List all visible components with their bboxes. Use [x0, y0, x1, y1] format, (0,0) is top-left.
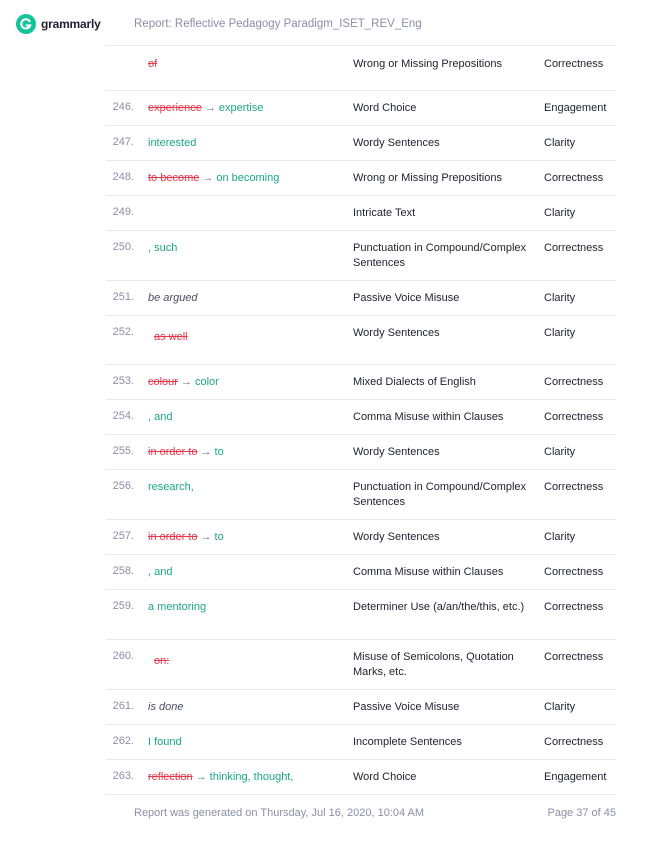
issue-type: Word Choice — [353, 771, 417, 783]
suggestion — [148, 770, 343, 785]
table-row — [106, 725, 616, 760]
issue-type: Wrong or Missing Prepositions — [353, 58, 502, 70]
inserted-text: to — [214, 446, 224, 458]
issue-number: 255. — [112, 445, 134, 457]
issue-type: Comma Misuse within Clauses — [353, 411, 504, 423]
issue-type: Word Choice — [353, 102, 417, 114]
inserted-text: a mentoring — [148, 601, 207, 613]
issues-table — [106, 45, 616, 795]
deleted-text: in order to — [148, 446, 198, 458]
issue-type: Wordy Sentences — [353, 137, 440, 149]
issue-number: 258. — [112, 565, 134, 577]
brand-name: grammarly — [41, 17, 101, 31]
issue-type: Wordy Sentences — [353, 327, 440, 339]
issue-number: 246. — [112, 101, 134, 113]
issue-category: Correctness — [544, 481, 604, 493]
issue-category: Clarity — [544, 292, 576, 304]
issue-category: Clarity — [544, 327, 576, 339]
generated-note: Report was generated on Thursday, Jul 16, 2020, 10:04 AM — [134, 807, 425, 819]
table-row — [106, 435, 616, 470]
issue-type: Wordy Sentences — [353, 446, 440, 458]
table-row — [106, 231, 616, 281]
issue-number: 250. — [112, 241, 134, 253]
suggestion — [148, 735, 343, 750]
inserted-text: I found — [148, 736, 182, 748]
issue-number: 247. — [112, 136, 134, 148]
issue-type: Comma Misuse within Clauses — [353, 566, 504, 578]
table-row — [106, 46, 616, 91]
flagged-text: be argued — [148, 292, 198, 304]
deleted-text: reflection — [148, 771, 193, 783]
issue-number: 254. — [112, 410, 134, 422]
suggestion — [148, 171, 343, 186]
issue-category: Correctness — [544, 566, 604, 578]
issue-type: Wrong or Missing Prepositions — [353, 172, 502, 184]
suggestion — [148, 700, 343, 715]
table-row — [106, 555, 616, 590]
issue-category: Correctness — [544, 242, 604, 254]
issue-category: Clarity — [544, 207, 576, 219]
inserted-text: , and — [148, 566, 173, 578]
arrow-right-icon: → — [180, 376, 192, 388]
issue-type: Punctuation in Compound/Complex Sentences — [353, 481, 527, 508]
issue-category: Clarity — [544, 446, 576, 458]
issue-category: Correctness — [544, 601, 604, 613]
issue-number: 256. — [112, 480, 134, 492]
arrow-right-icon: → — [200, 531, 212, 543]
suggestion — [148, 600, 343, 615]
inserted-text: thinking, thought, — [209, 771, 294, 783]
issue-category: Clarity — [544, 137, 576, 149]
issue-number: 257. — [112, 530, 134, 542]
deleted-text: on: — [154, 655, 170, 667]
deleted-text: colour — [148, 376, 178, 388]
deleted-text: in order to — [148, 531, 198, 543]
table-row — [106, 470, 616, 520]
issue-number: 249. — [112, 206, 134, 218]
table-row — [106, 690, 616, 725]
table-row — [106, 161, 616, 196]
table-row — [106, 520, 616, 555]
table-row — [106, 91, 616, 126]
arrow-right-icon: → — [204, 102, 216, 114]
table-row — [106, 126, 616, 161]
issue-type: Incomplete Sentences — [353, 736, 462, 748]
suggestion — [148, 565, 343, 580]
suggestion — [148, 480, 343, 495]
deleted-text: experience — [148, 102, 202, 114]
issue-category: Engagement — [544, 102, 607, 114]
table-row — [106, 281, 616, 316]
suggestion — [148, 375, 343, 390]
suggestion — [148, 654, 343, 669]
deleted-text: of — [148, 58, 158, 70]
grammarly-logo-icon — [16, 14, 36, 34]
arrow-right-icon: → — [202, 172, 214, 184]
report-footer — [134, 807, 616, 819]
issue-type: Mixed Dialects of English — [353, 376, 476, 388]
issue-category: Correctness — [544, 172, 604, 184]
issue-category: Correctness — [544, 58, 604, 70]
suggestion — [148, 101, 343, 116]
report-title: Report: Reflective Pedagogy Paradigm_ISET_REV_Eng — [134, 18, 422, 30]
issue-type: Determiner Use (a/an/the/this, etc.) — [353, 601, 525, 613]
arrow-right-icon: → — [200, 446, 212, 458]
issue-number: 248. — [112, 171, 134, 183]
issue-category: Correctness — [544, 736, 604, 748]
inserted-text: expertise — [218, 102, 264, 114]
issue-number: 261. — [112, 700, 134, 712]
issue-type: Intricate Text — [353, 207, 416, 219]
issue-type: Wordy Sentences — [353, 531, 440, 543]
suggestion — [148, 410, 343, 425]
inserted-text: color — [194, 376, 219, 388]
issue-number: 259. — [112, 600, 134, 612]
issue-number: 252. — [112, 326, 134, 338]
issue-type: Misuse of Semicolons, Quotation Marks, etc. — [353, 651, 514, 678]
inserted-text: research, — [148, 481, 194, 493]
table-row — [106, 365, 616, 400]
suggestion — [148, 57, 343, 72]
suggestion — [148, 241, 343, 256]
issue-number: 253. — [112, 375, 134, 387]
issue-type: Passive Voice Misuse — [353, 292, 460, 304]
page-number: Page 37 of 45 — [547, 807, 616, 819]
suggestion — [148, 291, 343, 306]
flagged-text: is done — [148, 701, 184, 713]
inserted-text: to — [214, 531, 224, 543]
inserted-text: , and — [148, 411, 173, 423]
table-row — [106, 316, 616, 365]
issue-number: 263. — [112, 770, 134, 782]
table-row — [106, 590, 616, 640]
table-row — [106, 640, 616, 690]
suggestion — [148, 445, 343, 460]
deleted-text: as well — [154, 331, 188, 343]
arrow-right-icon: → — [195, 771, 207, 783]
issue-category: Clarity — [544, 701, 576, 713]
inserted-text: , such — [148, 242, 178, 254]
report-header — [0, 0, 650, 50]
issue-category: Engagement — [544, 771, 607, 783]
suggestion — [148, 330, 343, 345]
issue-type: Passive Voice Misuse — [353, 701, 460, 713]
table-row — [106, 760, 616, 795]
issue-category: Correctness — [544, 651, 604, 663]
inserted-text: on becoming — [216, 172, 280, 184]
issue-number: 260. — [112, 650, 134, 662]
suggestion — [148, 136, 343, 151]
issue-category: Correctness — [544, 376, 604, 388]
issue-number: 262. — [112, 735, 134, 747]
issue-category: Clarity — [544, 531, 576, 543]
issue-category: Correctness — [544, 411, 604, 423]
issue-number: 251. — [112, 291, 134, 303]
issue-type: Punctuation in Compound/Complex Sentences — [353, 242, 527, 269]
suggestion — [148, 530, 343, 545]
table-row — [106, 196, 616, 231]
table-row — [106, 400, 616, 435]
deleted-text: to become — [148, 172, 200, 184]
inserted-text: interested — [148, 137, 197, 149]
